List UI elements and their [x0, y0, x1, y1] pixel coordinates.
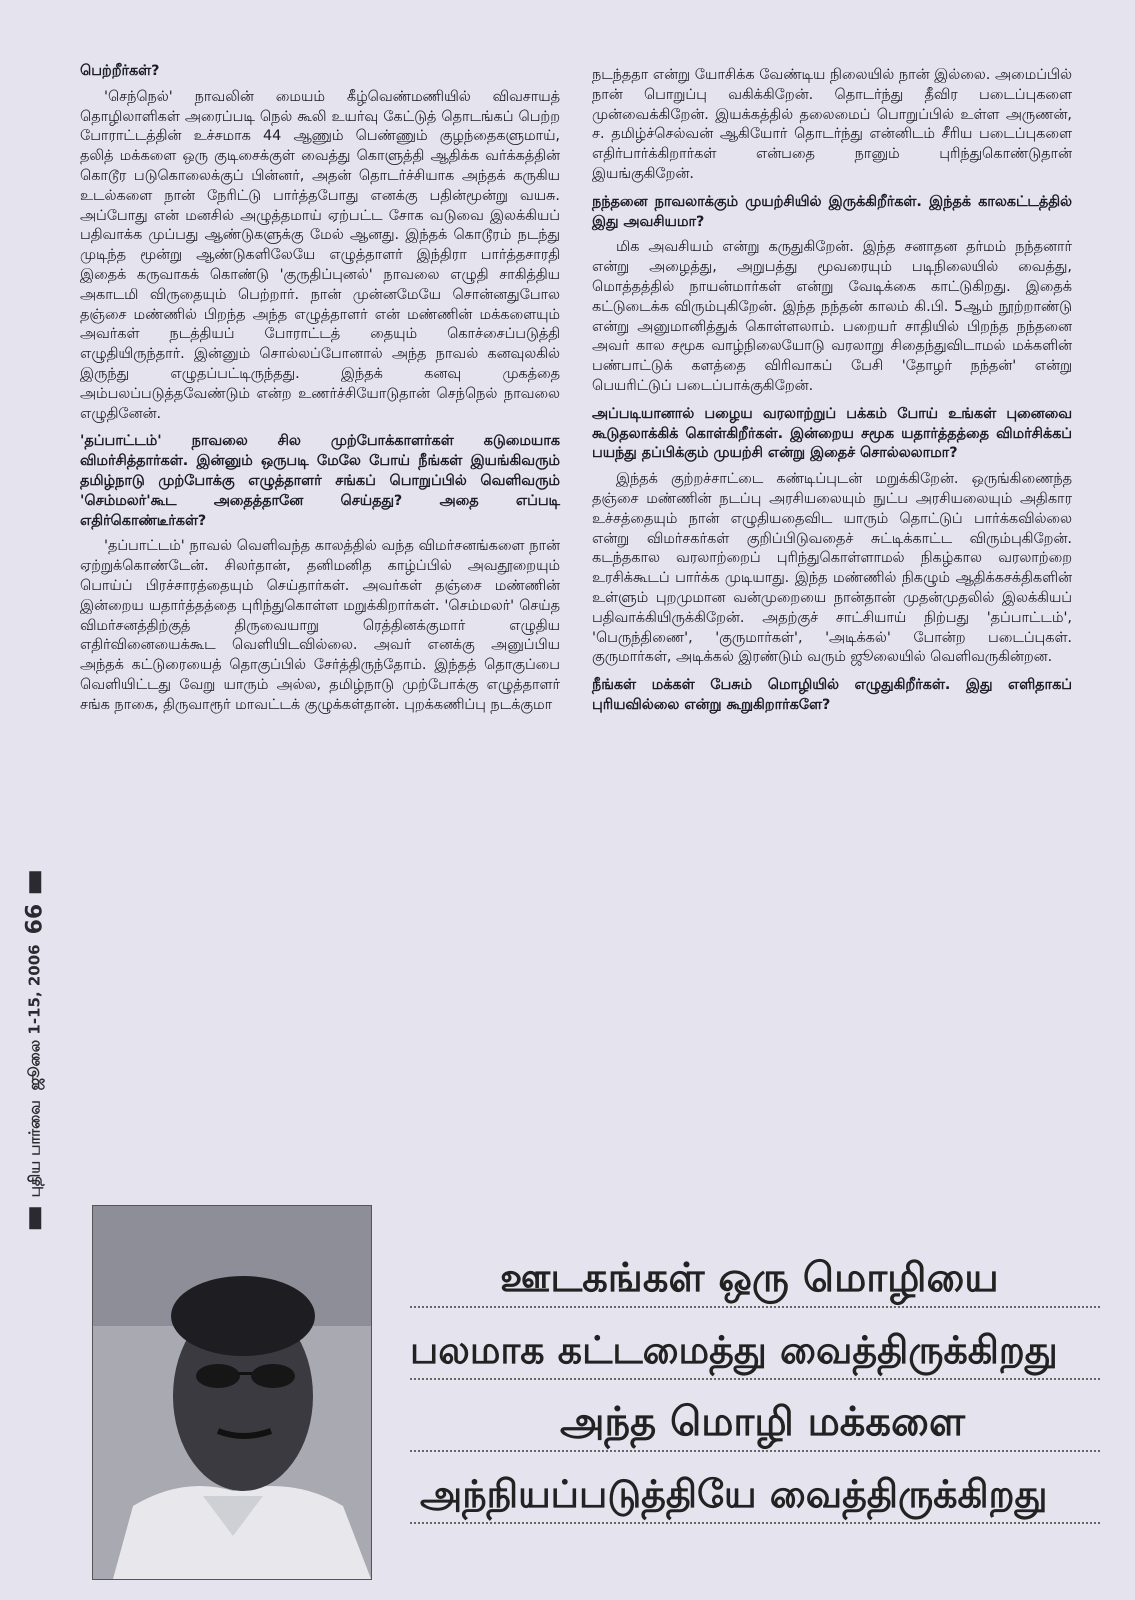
right-column [592, 66, 1072, 722]
page-number: 66 [22, 903, 48, 934]
side-strip [22, 610, 48, 1490]
answer-continuation: நடந்ததா என்று யோசிக்க வேண்டிய நிலையில் நான் இல்லை. அமைப்பில் நான் பொறுப்பு வகிக்கிறேன். தொடர்ந்து தீவிர படைப்புகளை முன்வைக்கிறேன். இயக்கத்தில் தலைமைப் பொறுப்பில் உள்ள அருணன், ச. தமிழ்ச்செல்வன் ஆகியோர் தொடர்ந்து என்னிடம் சீரிய படைப்புகளை எதிர்பார்க்கிறார்கள் என்பதை நானும் புரிந்துகொண்டுதான் இயங்குகிறேன். [592, 67, 1072, 182]
answer-paragraph: இந்தக் குற்றச்சாட்டை கண்டிப்புடன் மறுக்கிறேன். ஒருங்கிணைந்த தஞ்சை மண்ணின் நடப்பு அரசியலையும் நுட்ப அரசியலையும் அதிகார உச்சத்தையும் நான் எழுதியதைவிட யாரும் தொட்டுப் பார்க்கவில்லை என்று விமர்சகர்கள் குறிப்பிடுவதைச் சுட்டிக்காட்ட விரும்புகிறேன். கடந்தகால வரலாற்றைப் புரிந்துகொள்ளாமல் நிகழ்கால வரலாற்றை உரசிக்கூடப் பார்க்க முடியாது. இந்த மண்ணில் நிகழும் ஆதிக்கசக்திகளின் உள்ளும் புறமுமான வன்முறையை நான்தான் முதன்முதலில் இலக்கியப் பதிவாக்கியிருக்கிறேன். அதற்குச் சாட்சியாய் நிற்பது 'தப்பாட்டம்', 'பெருந்திணை', 'குருமார்கள்', 'அடிக்கல்' போன்ற படைப்புகள். குருமார்கள், அடிக்கல் இரண்டும் வரும் ஜூலையில் வெளிவருகின்றன. [592, 471, 1072, 666]
question-paragraph: நந்தனை நாவலாக்கும் முயற்சியில் இருக்கிறீர்கள். இந்தக் காலகட்டத்தில் இது அவசியமா? [592, 193, 1072, 230]
pull-quote-line: ஊடகங்கள் ஒரு மொழியை [410, 1250, 1100, 1308]
issue-date: ஜூலை 1-15, 2006 [25, 943, 43, 1090]
left-column [80, 62, 560, 724]
question-paragraph: நீங்கள் மக்கள் பேசும் மொழியில் எழுதுகிறீர்கள். இது எளிதாகப் புரியவில்லை என்று கூறுகிறார்களே? [592, 677, 1072, 713]
answer-paragraph: 'தப்பாட்டம்' நாவல் வெளிவந்த காலத்தில் வந்த விமர்சனங்களை நான் ஏற்றுக்கொண்டேன். சிலர்தான், தனிமனித காழ்ப்பில் அவதூறையும் பொய்ப் பிரச்சாரத்தையும் செய்தார்கள். அவர்கள் தஞ்சை மண்ணின் இன்றைய யதார்த்தத்தை புரிந்துகொள்ள மறுக்கிறார்கள். 'செம்மலர்' செய்த விமர்சனத்திற்குத் திருவையாறு ரெத்தினக்குமார் எழுதிய எதிர்வினையைக்கூட வெளியிடவில்லை. அவர் எனக்கு அனுப்பிய அந்தக் கட்டுரையைத் தொகுப்பில் சேர்த்திருந்தோம். இந்தத் தொகுப்பை வெளியிட்டது வேறு யாரும் அல்ல, தமிழ்நாடு முற்போக்கு எழுத்தாளர் சங்க நாகை, திருவாரூர் மாவட்டக் குழுக்கள்தான். புறக்கணிப்பு நடக்குமா [80, 538, 560, 713]
portrait-illustration [93, 1206, 371, 1579]
pull-quote-line: அந்த மொழி மக்களை [410, 1394, 1100, 1452]
answer-paragraph: 'செந்நெல்' நாவலின் மையம் கீழ்வெண்மணியில் விவசாயத் தொழிலாளிகள் அரைப்படி நெல் கூலி உயர்வு கேட்டுத் தொடங்கப் பெற்ற போராட்டத்தின் உச்சமாக 44 ஆணும் பெண்ணும் குழந்தைகளுமாய், தலித் மக்களை ஒரு குடிசைக்குள் வைத்து கொளுத்தி ஆதிக்க வர்க்கத்தின் கொடூர படுகொலைக்குப் பின்னர், அதன் தொடர்ச்சியாக அந்தக் கருகிய உடல்களை நான் நேரிட்டு பார்த்தபோது எனக்கு பதின்மூன்று வயசு. அப்போது என் மனசில் அழுத்தமாய் ஏற்பட்ட சோக வடுவை இலக்கியப் பதிவாக்க முப்பது ஆண்டுகளுக்கு மேல் ஆனது. இந்தக் கொடூரம் நடந்து முடிந்த மூன்று ஆண்டுகளிலேயே எழுத்தாளர் இந்திரா பார்த்தசாரதி இதைக் கருவாகக் கொண்டு 'குருதிப்புனல்' நாவலை எழுதி சாகித்திய அகாடமி விருதையும் பெற்றார். நான் முன்னமேயே சொன்னதுபோல தஞ்சை மண்ணில் பிறந்த அந்த எழுத்தாளர் என் மண்ணின் மக்களையும் அவர்கள் நடத்தியப் போராட்டத் தையும் கொச்சைப்படுத்தி எழுதியிருந்தார். இன்னும் சொல்லப்போனால் அந்த நாவல் கனவுலகில் இருந்து எழுதப்பட்டிருந்தது. இந்தக் கனவு முகத்தை அம்பலப்படுத்தவேண்டும் என்ற உணர்ச்சியோடுதான் செந்நெல் நாவலை எழுதினேன். [80, 88, 560, 422]
magazine-name: புதிய பார்வை [25, 1099, 43, 1197]
pull-quote [410, 1250, 1100, 1538]
decorative-bar [29, 871, 41, 893]
pull-quote-line: அந்நியப்படுத்தியே வைத்திருக்கிறது [410, 1466, 1100, 1524]
author-photo [92, 1205, 372, 1580]
question-ending: பெற்றீர்கள்? [80, 63, 160, 79]
answer-paragraph: மிக அவசியம் என்று கருதுகிறேன். இந்த சனாதன தர்மம் நந்தனார் என்று அழைத்து, அறுபத்து மூவரையும் படிநிலையில் வைத்து, மொத்தத்தில் நாயன்மார்கள் என்று வேடிக்கை காட்டுகிறது. இதைக் கட்டுடைக்க விரும்புகிறேன். இந்த நந்தன் காலம் கி.பி. 5ஆம் நூற்றாண்டு என்று அனுமானித்துக் கொள்ளலாம். பறையர் சாதியில் பிறந்த நந்தனை அவர் கால சமூக வாழ்நிலையோடு வரலாறு சிதைந்துவிடாமல் மக்களின் பண்பாட்டுக் களத்தை விரிவாகப் பேசி 'தோழர் நந்தன்' என்று பெயரிட்டுப் படைப்பாக்குகிறேன். [592, 239, 1072, 394]
question-paragraph: அப்படியானால் பழைய வரலாற்றுப் பக்கம் போய் உங்கள் புனைவை கூடுதலாக்கிக் கொள்கிறீர்கள். இன்றைய சமூக யதார்த்தத்தை விமர்சிக்கப் பயந்து தப்பிக்கும் முயற்சி என்று இதைச் சொல்லலாமா? [592, 405, 1072, 462]
decorative-bar [29, 1207, 41, 1229]
pull-quote-line: பலமாக கட்டமைத்து வைத்திருக்கிறது [410, 1322, 1100, 1380]
question-paragraph: 'தப்பாட்டம்' நாவலை சில முற்போக்காளர்கள் கடுமையாக விமர்சித்தார்கள். இன்னும் ஒருபடி மேலே போய் நீங்கள் இயங்கிவரும் தமிழ்நாடு முற்போக்கு எழுத்தாளர் சங்கப் பொறுப்பில் வெளிவரும் 'செம்மலர்'கூட அதைத்தானே செய்தது? அதை எப்படி எதிர்கொண்டீர்கள்? [80, 433, 560, 529]
